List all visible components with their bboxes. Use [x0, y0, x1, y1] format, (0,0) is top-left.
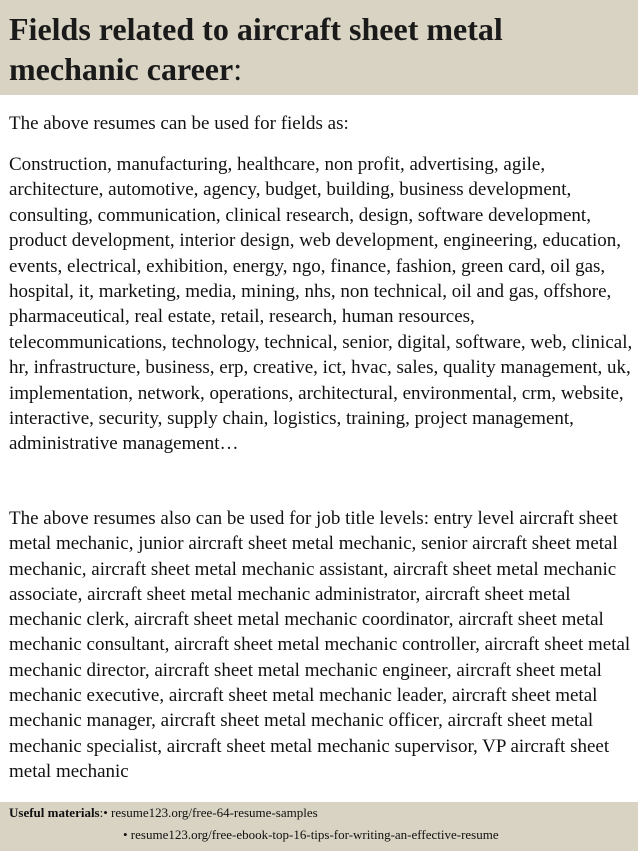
page-title	[9, 9, 629, 89]
useful-materials-label: Useful materials	[9, 805, 100, 820]
title-text: Fields related to aircraft sheet metal mechanic career	[9, 11, 503, 87]
fields-intro: The above resumes can be used for fields as:	[9, 113, 349, 134]
useful-materials	[9, 805, 318, 821]
resume-samples-link[interactable]: • resume123.org/free-64-resume-samples	[103, 805, 318, 820]
footer-band	[0, 802, 638, 851]
title-colon: :	[233, 51, 243, 87]
useful-materials-separator: :	[99, 805, 104, 820]
job-levels-text: The above resumes also can be used for job title levels: entry level aircraft sheet metal mechanic, junior aircraft sheet metal mechanic, senior aircraft sheet metal mechanic, aircraft sheet metal mechanic assistant, aircraft sheet metal mechanic associate, aircraft sheet metal mechanic administrator, aircraft sheet metal mechanic clerk, aircraft sheet metal mechanic coordinator, aircraft sheet metal mechanic consultant, aircraft sheet metal mechanic controller, aircraft sheet metal mechanic director, aircraft sheet metal mechanic engineer, aircraft sheet metal mechanic executive, aircraft sheet metal mechanic leader, aircraft sheet metal mechanic manager, aircraft sheet metal mechanic officer, aircraft sheet metal mechanic specialist, aircraft sheet metal mechanic supervisor, VP aircraft sheet metal mechanic	[9, 508, 631, 782]
fields-list: Construction, manufacturing, healthcare, non profit, advertising, agile, architecture, automotive, agency, budget, building, business development, consulting, communication, clinical research, design, software development, product development, interior design, web development, engineering, education, events, electrical, exhibition, energy, ngo, finance, fashion, green card, oil gas, hospital, it, marketing, media, mining, nhs, non technical, oil and gas, offshore, pharmaceutical, real estate, retail, research, human resources, telecommunications, technology, technical, senior, digital, software, web, clinical, hr, infrastructure, business, erp, creative, ict, hvac, sales, quality management, uk, implementation, network, operations, architectural, environmental, crm, website, interactive, security, supply chain, logistics, training, project management, administrative management…	[9, 154, 633, 455]
ebook-tips-link[interactable]: • resume123.org/free-ebook-top-16-tips-for-writing-an-effective-resume	[123, 827, 499, 842]
useful-link-1[interactable]	[103, 805, 317, 821]
title-band	[0, 0, 638, 95]
useful-link-2[interactable]	[123, 827, 499, 843]
